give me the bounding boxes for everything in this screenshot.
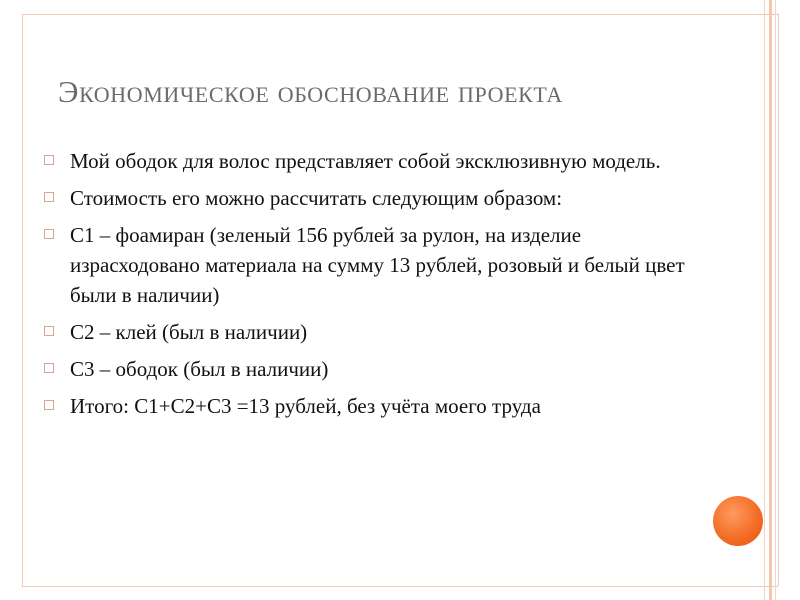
list-item-text: Стоимость его можно рассчитать следующим образом: (70, 186, 563, 210)
list-item (42, 220, 702, 310)
list-item (42, 183, 702, 213)
list-item-text: С1 – фоамиран (зеленый 156 рублей за рулон, на изделие израсходовано материала на сумму 13 рублей, розовый и белый цвет были в наличии) (70, 223, 685, 307)
frame-top-line (22, 14, 778, 15)
bullet-square-icon (44, 400, 54, 410)
list-item (42, 354, 702, 384)
bullet-square-icon (44, 229, 54, 239)
bullet-list (42, 146, 702, 428)
bullet-square-icon (44, 363, 54, 373)
bullet-square-icon (44, 192, 54, 202)
bullet-square-icon (44, 155, 54, 165)
decorative-orange-circle-icon (713, 496, 763, 546)
slide-title: Экономическое обоснование проекта (58, 74, 563, 109)
list-item-text: Итого: С1+С2+С3 =13 рублей, без учёта моего труда (70, 394, 541, 418)
frame-right-line (778, 14, 779, 586)
decorative-stripe (769, 0, 772, 600)
list-item-text: С2 – клей (был в наличии) (70, 320, 308, 344)
list-item (42, 391, 702, 421)
list-item-text: С3 – ободок (был в наличии) (70, 357, 329, 381)
decorative-stripe (775, 0, 776, 600)
list-item-text: Мой ободок для волос представляет собой эксклюзивную модель. (70, 149, 661, 173)
list-item (42, 317, 702, 347)
frame-bottom-line (22, 586, 778, 587)
bullet-square-icon (44, 326, 54, 336)
list-item (42, 146, 702, 176)
decorative-stripe (764, 0, 765, 600)
frame-left-line (22, 14, 23, 586)
